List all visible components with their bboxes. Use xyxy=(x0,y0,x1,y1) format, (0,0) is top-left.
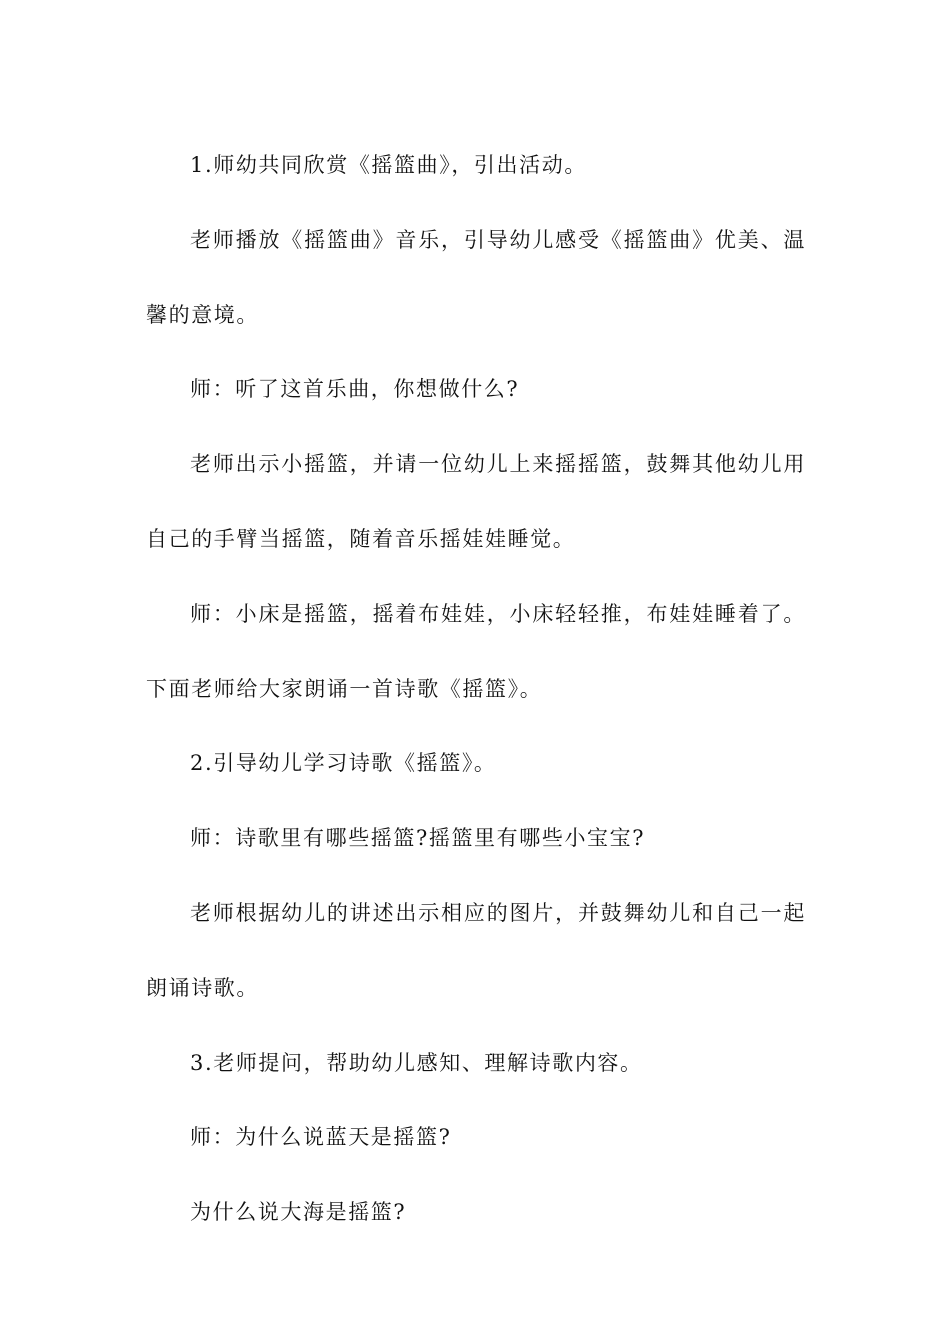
paragraph-teacher-recites: 师：小床是摇篮，摇着布娃娃，小床轻轻推，布娃娃睡着了。下面老师给大家朗诵一首诗歌《摇篮》。 xyxy=(146,601,806,701)
paragraph-teacher-plays-music: 老师播放《摇篮曲》音乐，引导幼儿感受《摇篮曲》优美、温馨的意境。 xyxy=(146,227,806,327)
paragraph-teacher-question-4: 为什么说大海是摇篮? xyxy=(190,1200,407,1225)
paragraph-section-1-heading: 1.师幼共同欣赏《摇篮曲》，引出活动。 xyxy=(190,153,587,177)
paragraph-teacher-question-3: 师：为什么说蓝天是摇篮? xyxy=(190,1125,452,1150)
paragraph-teacher-question-2: 师：诗歌里有哪些摇篮?摇篮里有哪些小宝宝? xyxy=(190,826,646,851)
document-body xyxy=(146,128,806,1250)
paragraph-cradle-activity: 老师出示小摇篮，并请一位幼儿上来摇摇篮，鼓舞其他幼儿用自己的手臂当摇篮，随着音乐摇娃娃睡觉。 xyxy=(146,452,806,551)
paragraph-show-pictures: 老师根据幼儿的讲述出示相应的图片，并鼓舞幼儿和自己一起朗诵诗歌。 xyxy=(146,900,806,1000)
paragraph-section-3-heading: 3.老师提问，帮助幼儿感知、理解诗歌内容。 xyxy=(190,1050,643,1075)
paragraph-section-2-heading: 2.引导幼儿学习诗歌《摇篮》。 xyxy=(190,751,497,776)
paragraph-teacher-question-1: 师：听了这首乐曲，你想做什么? xyxy=(190,377,520,402)
